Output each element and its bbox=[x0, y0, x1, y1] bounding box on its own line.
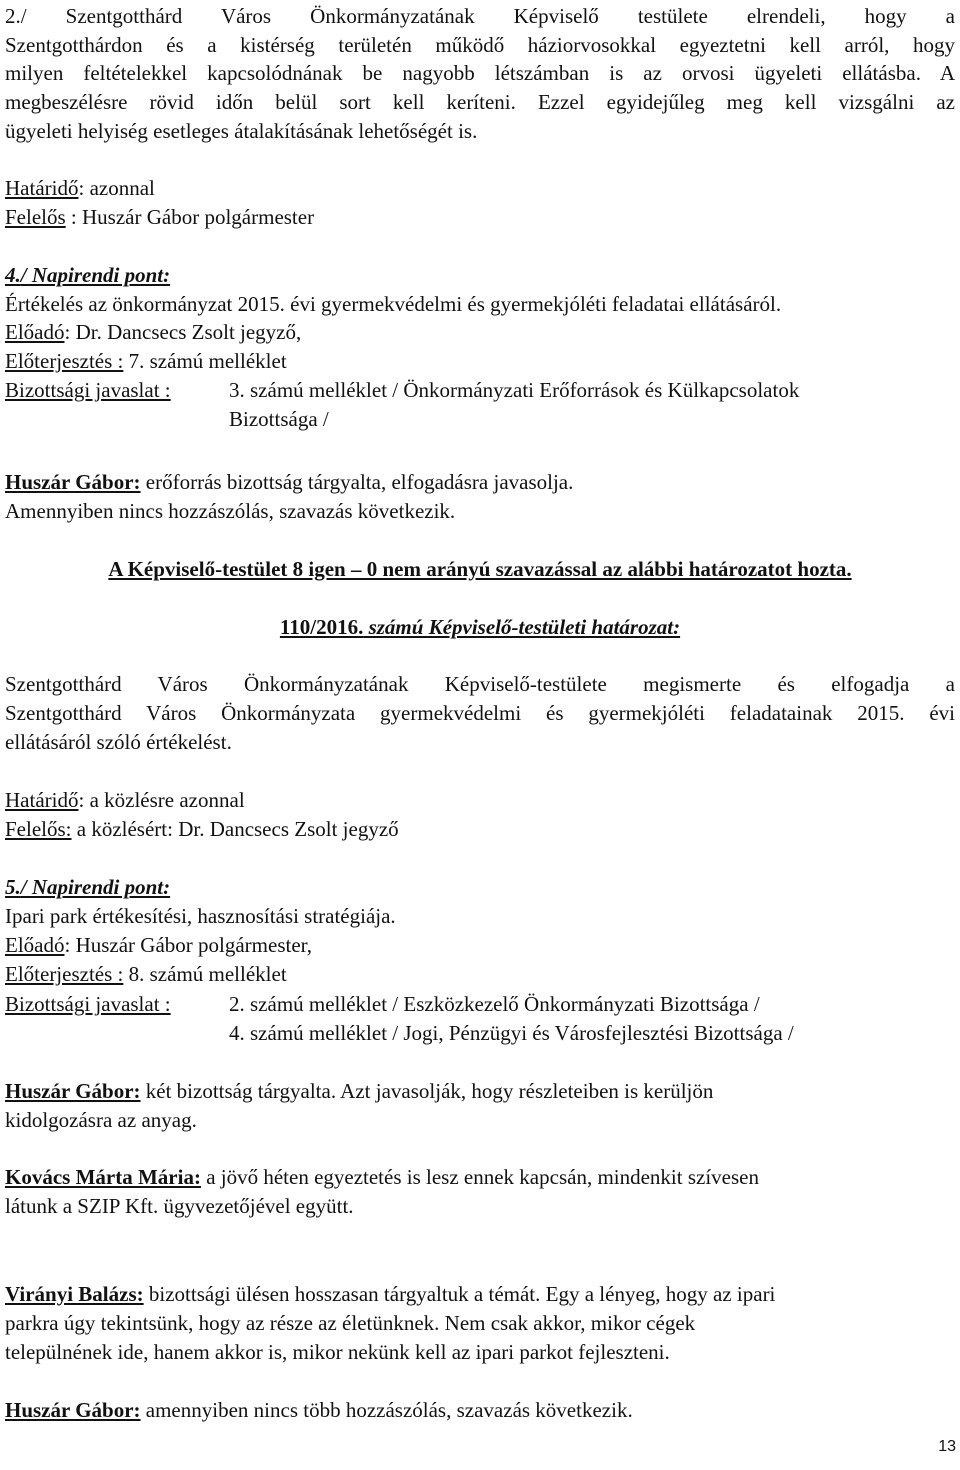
deadline-value: : a közlésre azonnal bbox=[78, 788, 245, 812]
deadline-label: Határidő bbox=[5, 788, 79, 812]
speaker-text: két bizottság tárgyalta. Azt javasolják, hogy részleteiben is kerüljön bbox=[140, 1079, 714, 1103]
paragraph-line: 2./ Szentgotthárd Város Önkormányzatának Képviselő testülete elrendeli, hogy a bbox=[5, 4, 955, 28]
agenda-heading bbox=[5, 262, 170, 288]
committee-label bbox=[5, 991, 171, 1017]
committee-value: 2. számú melléklet / Eszközkezelő Önkormányzati Bizottsága / bbox=[229, 992, 760, 1016]
agenda-heading-label: / Napirendi pont: bbox=[20, 263, 171, 287]
deadline-line bbox=[5, 175, 155, 201]
responsible-label: Felelős bbox=[5, 205, 66, 229]
agenda-heading-label: / Napirendi pont: bbox=[20, 875, 171, 899]
deadline-line bbox=[5, 787, 245, 813]
committee-label-text: Bizottsági javaslat : bbox=[5, 378, 171, 402]
presenter-line bbox=[5, 319, 301, 345]
submission-label: Előterjesztés : bbox=[5, 962, 124, 986]
agenda-heading bbox=[5, 874, 170, 900]
resolution-line: Szentgotthárd Város Önkormányzatának Képviselő-testülete megismerte és elfogadja a bbox=[5, 672, 955, 696]
responsible-label: Felelős: bbox=[5, 817, 72, 841]
speaker-text: bizottsági ülésen hosszasan tárgyaltuk a témát. Egy a lényeg, hogy az ipari bbox=[143, 1282, 776, 1306]
speaker-line bbox=[5, 1078, 713, 1104]
speaker-line: parkra úgy tekintsünk, hogy az része az életünknek. Nem csak akkor, mikor cégek bbox=[5, 1311, 696, 1335]
resolution-label: számú Képviselő-testületi határozat: bbox=[363, 615, 681, 639]
agenda-number: 5. bbox=[5, 875, 21, 899]
presenter-line bbox=[5, 932, 312, 958]
speaker-line: látunk a SZIP Kft. ügyvezetőjével együtt. bbox=[5, 1194, 354, 1218]
resolution-title bbox=[0, 614, 960, 640]
speaker-name: Kovács Márta Mária: bbox=[5, 1165, 201, 1189]
paragraph-line: milyen feltételekkel kapcsolódnának be nagyobb létszámban is az orvosi ügyeleti ellátásba. A bbox=[5, 61, 955, 85]
paragraph-line: megbeszélésre rövid időn belül sort kell keríteni. Ezzel egyidejűleg meg kell vizsgálni az bbox=[5, 90, 955, 114]
committee-label bbox=[5, 377, 171, 403]
speaker-text: erőforrás bizottság tárgyalta, elfogadásra javasolja. bbox=[140, 470, 574, 494]
presenter-value: : Dr. Dancsecs Zsolt jegyző, bbox=[64, 320, 302, 344]
submission-line bbox=[5, 961, 287, 987]
presenter-value: : Huszár Gábor polgármester, bbox=[64, 933, 313, 957]
responsible-value: : Huszár Gábor polgármester bbox=[65, 205, 315, 229]
agenda-title: Ipari park értékesítési, hasznosítási stratégiája. bbox=[5, 904, 396, 928]
paragraph-line: ügyeleti helyiség esetleges átalakításának lehetőségét is. bbox=[5, 119, 478, 143]
speaker-line bbox=[5, 1397, 633, 1423]
speaker-name: Virányi Balázs: bbox=[5, 1282, 144, 1306]
speaker-line bbox=[5, 469, 573, 495]
submission-value: 7. számú melléklet bbox=[123, 349, 287, 373]
committee-value: Bizottsága / bbox=[229, 407, 329, 431]
page-number: 13 bbox=[938, 1438, 956, 1455]
committee-label-text: Bizottsági javaslat : bbox=[5, 992, 171, 1016]
speaker-text: a jövő héten egyeztetés is lesz ennek kapcsán, mindenkit szívesen bbox=[200, 1165, 759, 1189]
agenda-title: Értékelés az önkormányzat 2015. évi gyermekvédelmi és gyermekjóléti feladatai ellátásáról. bbox=[5, 292, 782, 316]
resolution-number: 110/2016. bbox=[279, 615, 364, 639]
speaker-line: települnének ide, hanem akkor is, mikor nekünk kell az ipari parkot fejleszteni. bbox=[5, 1340, 670, 1364]
agenda-number: 4. bbox=[5, 263, 21, 287]
resolution-line: Szentgotthárd Város Önkormányzata gyermekvédelmi és gyermekjóléti feladatainak 2015. évi bbox=[5, 701, 955, 725]
speaker-name: Huszár Gábor: bbox=[5, 1079, 141, 1103]
responsible-line bbox=[5, 816, 399, 842]
submission-value: 8. számú melléklet bbox=[123, 962, 287, 986]
responsible-line bbox=[5, 204, 314, 230]
submission-label: Előterjesztés : bbox=[5, 349, 124, 373]
speaker-text: amennyiben nincs több hozzászólás, szavazás következik. bbox=[140, 1398, 633, 1422]
presenter-label: Előadó bbox=[5, 320, 65, 344]
vote-result: A Képviselő-testület 8 igen – 0 nem arányú szavazással az alábbi határozatot hozta. bbox=[108, 557, 852, 581]
committee-value: 3. számú melléklet / Önkormányzati Erőforrások és Külkapcsolatok bbox=[229, 378, 800, 402]
presenter-label: Előadó bbox=[5, 933, 65, 957]
resolution-line: ellátásáról szóló értékelést. bbox=[5, 730, 232, 754]
speaker-line: kidolgozásra az anyag. bbox=[5, 1108, 197, 1132]
submission-line bbox=[5, 348, 287, 374]
speaker-name: Huszár Gábor: bbox=[5, 470, 141, 494]
paragraph-line: Szentgotthárdon és a kistérség területén működő háziorvosokkal egyeztetni kell arról, hogy bbox=[5, 33, 955, 57]
committee-value: 4. számú melléklet / Jogi, Pénzügyi és Városfejlesztési Bizottsága / bbox=[229, 1021, 794, 1045]
speaker-line bbox=[5, 1281, 775, 1307]
vote-intro: Amennyiben nincs hozzászólás, szavazás következik. bbox=[5, 499, 456, 523]
speaker-name: Huszár Gábor: bbox=[5, 1398, 141, 1422]
deadline-label: Határidő bbox=[5, 176, 79, 200]
deadline-value: : azonnal bbox=[78, 176, 155, 200]
speaker-line bbox=[5, 1164, 759, 1190]
responsible-value: a közlésért: Dr. Dancsecs Zsolt jegyző bbox=[71, 817, 399, 841]
